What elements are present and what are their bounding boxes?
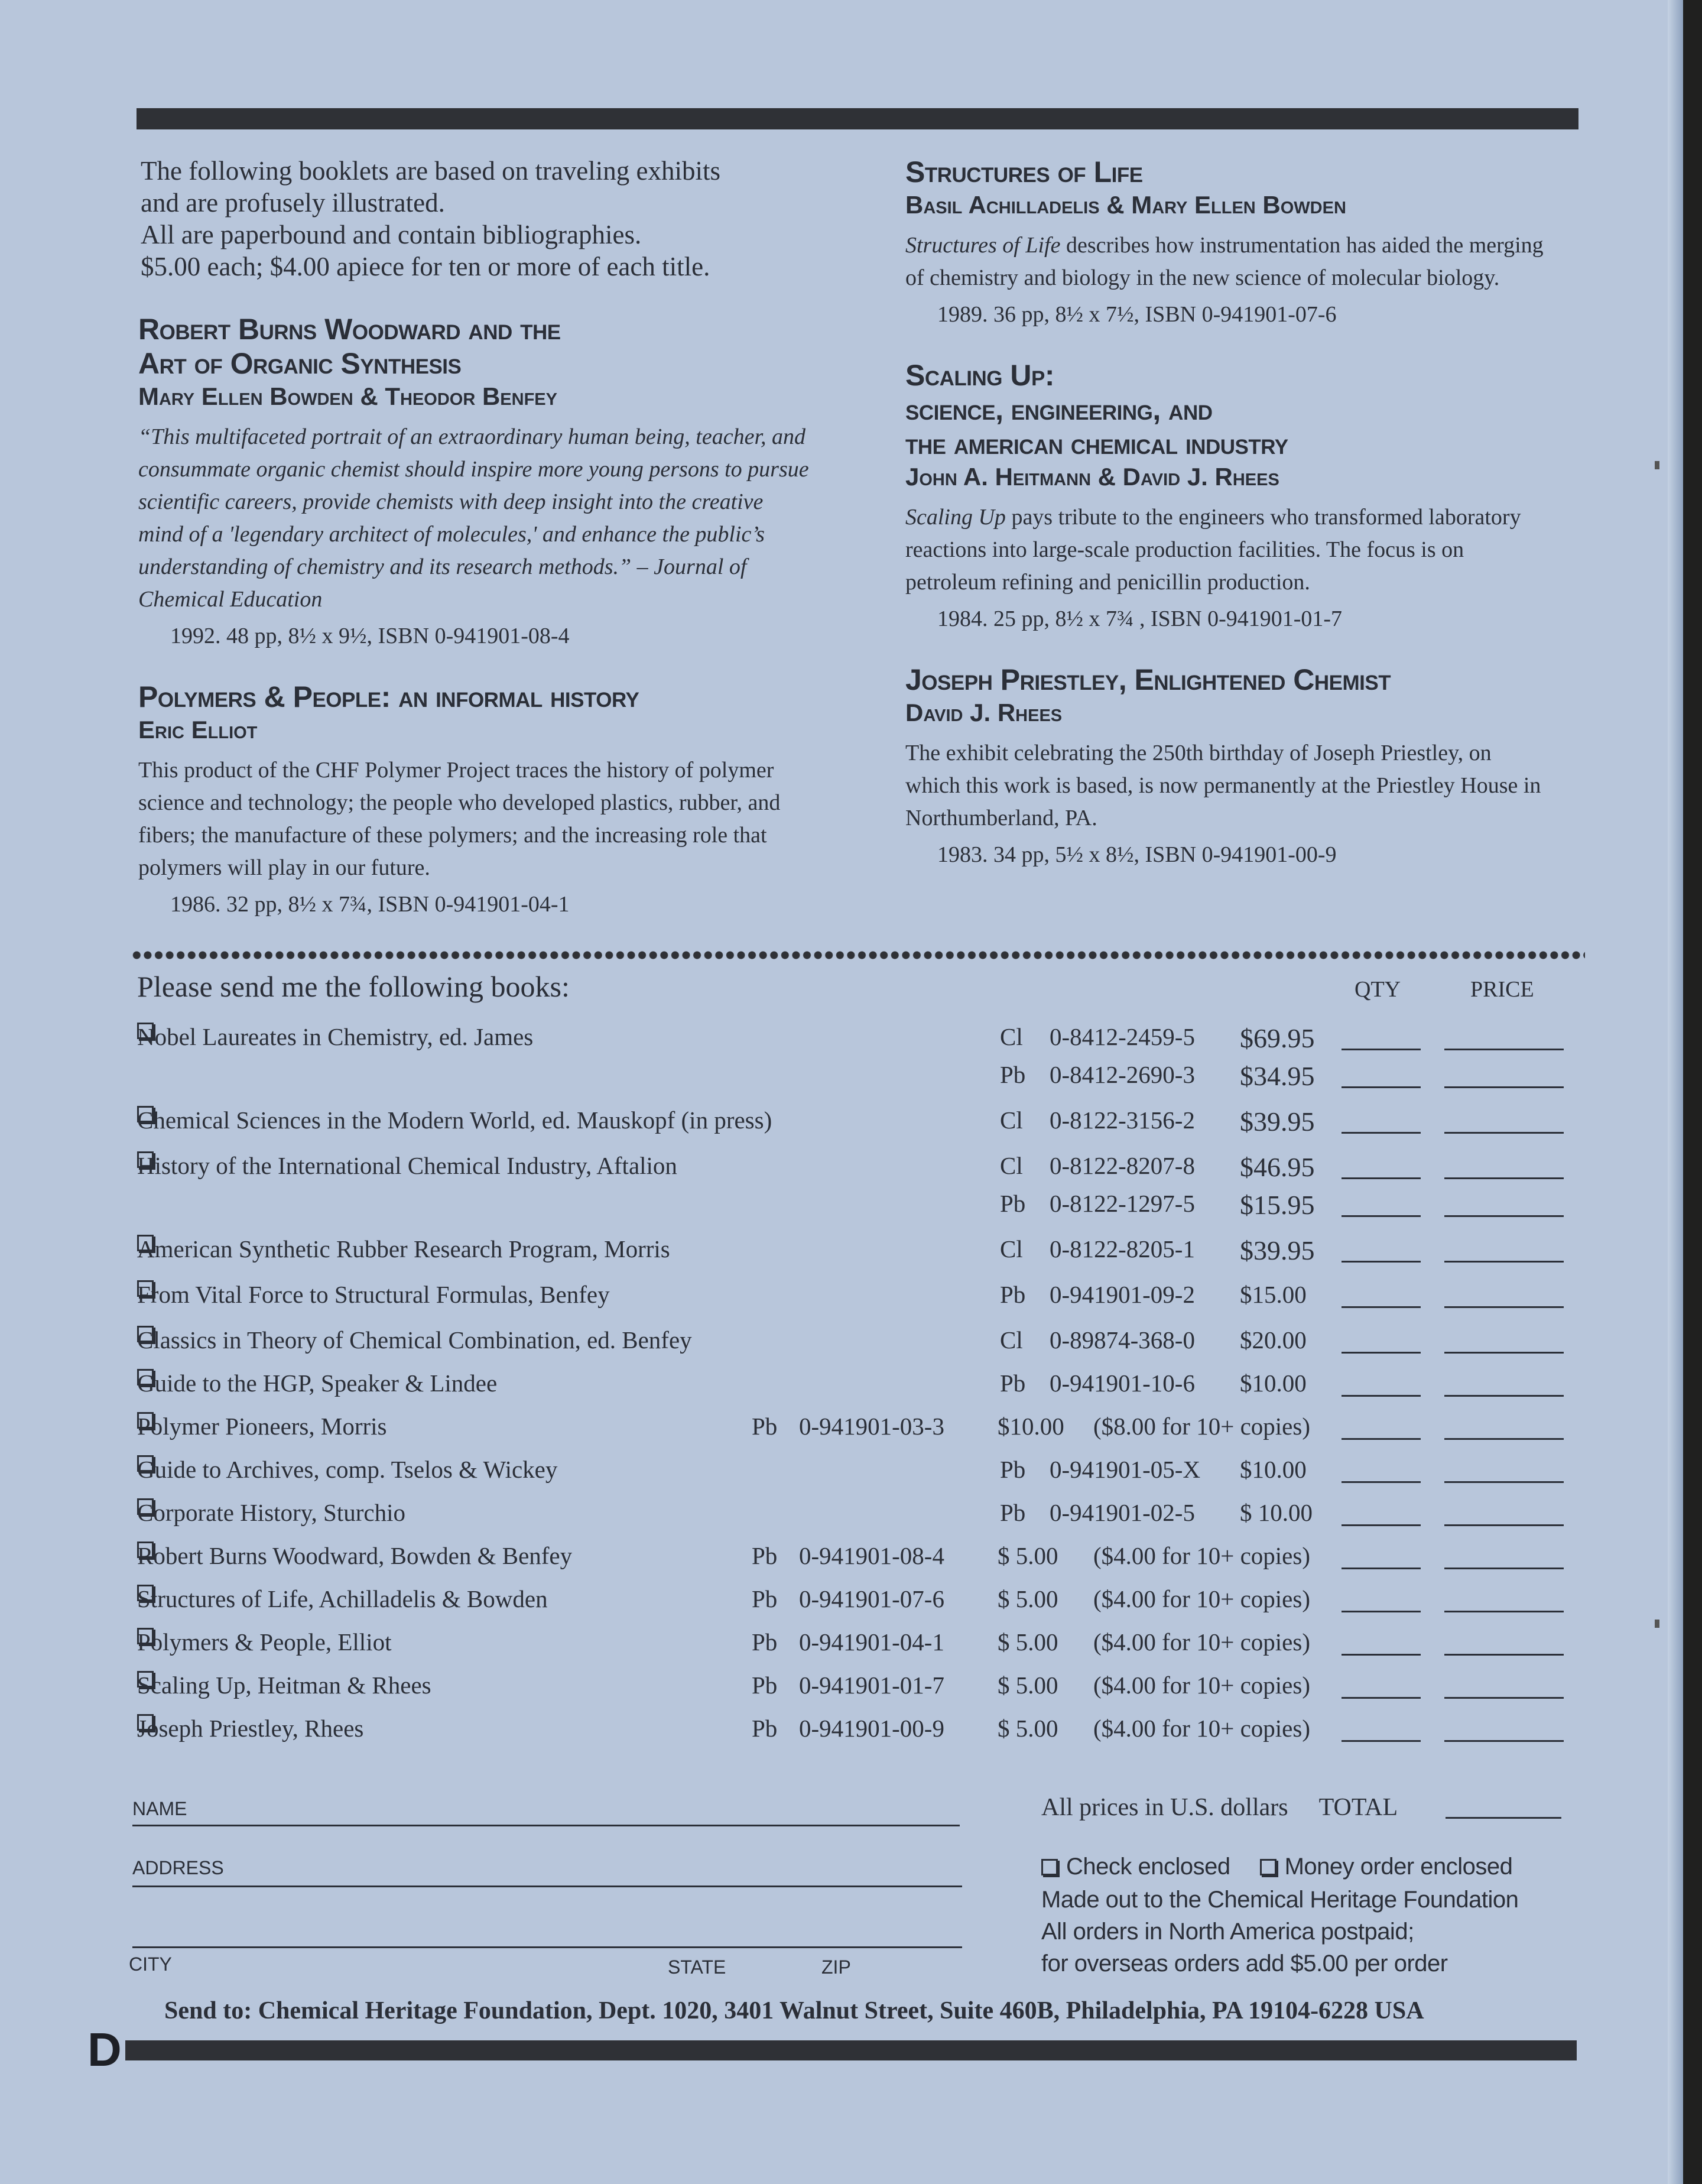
order-title-text: Chemical Sciences in the Modern World, ed. Mauskopf (in press) xyxy=(137,1106,772,1134)
name-field[interactable] xyxy=(132,1825,960,1826)
order-checkbox[interactable] xyxy=(137,1628,154,1644)
book-title: Structures of Life xyxy=(905,155,1143,189)
order-isbn: 0-89874-368-0 xyxy=(1050,1326,1195,1354)
order-row xyxy=(0,1542,1683,1577)
order-price: $ 5.00 xyxy=(998,1672,1058,1699)
order-row xyxy=(0,1369,1683,1404)
book-entry xyxy=(138,312,859,653)
order-binding: Cl xyxy=(1000,1023,1023,1050)
order-isbn: 0-941901-07-6 xyxy=(799,1585,944,1612)
book-author: David J. Rhees xyxy=(905,699,1063,726)
order-binding: Pb xyxy=(752,1715,778,1742)
order-row xyxy=(0,1628,1683,1663)
order-note: ($4.00 for 10+ copies) xyxy=(1093,1672,1310,1699)
price-blank[interactable] xyxy=(1444,1023,1564,1050)
order-isbn: 0-941901-05-X xyxy=(1050,1456,1201,1483)
price-blank[interactable] xyxy=(1444,1189,1564,1217)
order-title xyxy=(137,1671,431,1699)
book-entry xyxy=(138,680,859,921)
book-publication-info: 1992. 48 pp, 8½ x 9½, ISBN 0-941901-08-4 xyxy=(170,624,570,648)
order-price: $34.95 xyxy=(1240,1061,1315,1091)
order-note: ($4.00 for 10+ copies) xyxy=(1093,1628,1310,1656)
qty-blank[interactable] xyxy=(1342,1106,1421,1134)
price-blank[interactable] xyxy=(1444,1106,1564,1134)
qty-blank[interactable] xyxy=(1342,1235,1421,1263)
order-row xyxy=(0,1455,1683,1491)
order-price: $ 5.00 xyxy=(998,1585,1058,1612)
bottom-rule xyxy=(125,2040,1577,2060)
order-row xyxy=(0,1189,1683,1225)
book-title: science, engineering, and xyxy=(905,393,1213,426)
order-isbn: 0-8412-2459-5 xyxy=(1050,1023,1195,1050)
check-checkbox[interactable] xyxy=(1041,1859,1058,1875)
order-checkbox[interactable] xyxy=(137,1023,154,1039)
money-order-label: Money order enclosed xyxy=(1284,1854,1513,1880)
book-title: Scaling Up: xyxy=(905,359,1054,392)
name-label: NAME xyxy=(132,1798,187,1819)
qty-blank[interactable] xyxy=(1342,1189,1421,1217)
order-title-text: Guide to Archives, comp. Tselos & Wickey xyxy=(137,1456,558,1483)
order-row xyxy=(0,1106,1683,1141)
qty-blank[interactable] xyxy=(1342,1585,1421,1612)
qty-blank[interactable] xyxy=(1342,1151,1421,1179)
book-description-text: The exhibit celebrating the 250th birthday of Joseph Priestley, on which this work is based, is now permanently at the Priestley House in Northumberland, PA. xyxy=(905,741,1541,830)
price-blank[interactable] xyxy=(1444,1412,1564,1440)
order-binding: Cl xyxy=(1000,1152,1023,1179)
price-blank[interactable] xyxy=(1444,1498,1564,1526)
order-row xyxy=(0,1498,1683,1534)
edge-mark xyxy=(1655,461,1659,469)
books-right xyxy=(905,155,1603,871)
order-checkbox[interactable] xyxy=(137,1412,154,1429)
order-checkbox[interactable] xyxy=(137,1714,154,1731)
book-description xyxy=(905,501,1550,599)
price-blank[interactable] xyxy=(1444,1628,1564,1656)
order-checkbox[interactable] xyxy=(137,1671,154,1688)
send-to-address: Send to: Chemical Heritage Foundation, Dept. 1020, 3401 Walnut Street, Suite 460B, Philadelphia, PA 19104-6228 USA xyxy=(164,1997,1424,2024)
book-publication-info: 1986. 32 pp, 8½ x 7¾, ISBN 0-941901-04-1 xyxy=(170,892,570,917)
order-isbn: 0-941901-02-5 xyxy=(1050,1499,1195,1526)
left-column xyxy=(138,155,859,948)
qty-blank[interactable] xyxy=(1342,1060,1421,1088)
order-title-text: Robert Burns Woodward, Bowden & Benfey xyxy=(137,1542,573,1569)
order-title-text: Polymers & People, Elliot xyxy=(137,1628,392,1656)
order-checkbox[interactable] xyxy=(137,1106,154,1122)
qty-blank[interactable] xyxy=(1342,1023,1421,1050)
book-title: the american chemical industry xyxy=(905,427,1288,460)
order-price: $10.00 xyxy=(998,1413,1064,1440)
qty-blank[interactable] xyxy=(1342,1671,1421,1699)
book-description xyxy=(905,737,1550,835)
qty-header: QTY xyxy=(1355,977,1401,1002)
order-title-text: Nobel Laureates in Chemistry, ed. James xyxy=(137,1023,534,1050)
order-price: $15.00 xyxy=(1240,1281,1307,1308)
order-row xyxy=(0,1714,1683,1750)
order-isbn: 0-941901-01-7 xyxy=(799,1672,944,1699)
order-title-text: Scaling Up, Heitman & Rhees xyxy=(137,1672,431,1699)
qty-blank[interactable] xyxy=(1342,1455,1421,1483)
order-price: $20.00 xyxy=(1240,1326,1307,1354)
order-title xyxy=(137,1280,610,1309)
qty-blank[interactable] xyxy=(1342,1542,1421,1569)
order-isbn: 0-8122-8205-1 xyxy=(1050,1235,1195,1263)
order-price: $10.00 xyxy=(1240,1370,1307,1397)
order-binding: Pb xyxy=(752,1542,778,1569)
price-blank[interactable] xyxy=(1444,1060,1564,1088)
books-left xyxy=(138,312,859,921)
order-binding: Cl xyxy=(1000,1326,1023,1354)
qty-blank[interactable] xyxy=(1342,1714,1421,1742)
total-blank[interactable] xyxy=(1446,1791,1561,1819)
right-column xyxy=(905,155,1603,898)
order-title xyxy=(137,1235,670,1263)
intro-line: and are profusely illustrated. xyxy=(141,188,445,218)
order-row xyxy=(0,1280,1683,1316)
price-blank[interactable] xyxy=(1444,1714,1564,1742)
order-checkbox[interactable] xyxy=(137,1151,154,1168)
order-row xyxy=(0,1585,1683,1620)
order-checkbox[interactable] xyxy=(137,1369,154,1385)
book-description-title: Structures of Life xyxy=(905,233,1061,258)
order-title-text: Structures of Life, Achilladelis & Bowden xyxy=(137,1585,548,1612)
price-blank[interactable] xyxy=(1444,1455,1564,1483)
order-row xyxy=(0,1412,1683,1448)
book-description-title: Scaling Up xyxy=(905,505,1006,530)
book-description xyxy=(905,229,1550,294)
order-note: ($4.00 for 10+ copies) xyxy=(1093,1585,1310,1612)
price-blank[interactable] xyxy=(1444,1235,1564,1263)
price-blank[interactable] xyxy=(1444,1542,1564,1569)
order-isbn: 0-8122-3156-2 xyxy=(1050,1106,1195,1134)
order-title xyxy=(137,1498,405,1527)
order-isbn: 0-941901-08-4 xyxy=(799,1542,944,1569)
order-price: $39.95 xyxy=(1240,1106,1315,1137)
order-checkbox[interactable] xyxy=(137,1542,154,1558)
order-binding: Cl xyxy=(1000,1235,1023,1263)
order-title xyxy=(137,1714,363,1742)
book-title: Joseph Priestley, Enlightened Chemist xyxy=(905,663,1391,696)
qty-blank[interactable] xyxy=(1342,1628,1421,1656)
order-title xyxy=(137,1585,548,1613)
book-author: Basil Achilladelis & Mary Ellen Bowden xyxy=(905,191,1346,219)
book-title: Robert Burns Woodward and the xyxy=(138,313,561,346)
order-binding: Pb xyxy=(752,1413,778,1440)
city-label: CITY xyxy=(129,1953,172,1975)
order-binding: Pb xyxy=(1000,1281,1026,1308)
book-publication-info: 1984. 25 pp, 8½ x 7¾ , ISBN 0-941901-01-7 xyxy=(937,606,1343,631)
order-isbn: 0-941901-00-9 xyxy=(799,1715,944,1742)
order-title xyxy=(137,1455,557,1484)
intro-text xyxy=(141,155,859,283)
order-checkbox[interactable] xyxy=(137,1235,154,1251)
order-price: $39.95 xyxy=(1240,1235,1315,1265)
order-title-text: Classics in Theory of Chemical Combination, ed. Benfey xyxy=(137,1326,692,1354)
order-checkbox[interactable] xyxy=(137,1498,154,1515)
book-entry xyxy=(905,358,1603,635)
total-label: TOTAL xyxy=(1318,1794,1398,1821)
order-price: $10.00 xyxy=(1240,1456,1307,1483)
order-binding: Pb xyxy=(752,1585,778,1612)
book-entry xyxy=(905,663,1603,871)
dotted-divider xyxy=(131,949,1585,961)
book-author: Eric Elliot xyxy=(138,716,258,744)
made-out-text: Made out to the Chemical Heritage Foundation xyxy=(1041,1887,1519,1913)
page-letter: D xyxy=(87,2023,122,2076)
order-binding: Pb xyxy=(1000,1190,1026,1217)
order-title xyxy=(137,1151,677,1180)
order-row xyxy=(0,1235,1683,1270)
order-title-text: History of the International Chemical Industry, Aftalion xyxy=(137,1152,677,1179)
order-note: ($8.00 for 10+ copies) xyxy=(1093,1413,1310,1440)
book-title: Art of Organic Synthesis xyxy=(138,347,462,380)
book-publication-info: 1989. 36 pp, 8½ x 7½, ISBN 0-941901-07-6 xyxy=(937,302,1337,327)
book-title: Polymers & People: an informal history xyxy=(138,680,639,713)
order-title-text: From Vital Force to Structural Formulas, Benfey xyxy=(137,1281,610,1308)
order-price: $ 5.00 xyxy=(998,1542,1058,1569)
order-title-text: Joseph Priestley, Rhees xyxy=(137,1715,364,1742)
book-entry xyxy=(905,155,1603,331)
order-title xyxy=(137,1023,533,1051)
order-title xyxy=(137,1628,391,1656)
book-description-text: pays tribute to the engineers who transformed laboratory reactions into large-scale production facilities. The focus is on petroleum refining and penicillin production. xyxy=(905,505,1521,595)
order-note: ($4.00 for 10+ copies) xyxy=(1093,1542,1310,1569)
edge-mark xyxy=(1655,1620,1659,1628)
intro-line: The following booklets are based on traveling exhibits xyxy=(141,156,721,186)
book-author: Mary Ellen Bowden & Theodor Benfey xyxy=(138,382,557,410)
qty-blank[interactable] xyxy=(1342,1326,1421,1354)
prices-note: All prices in U.S. dollars xyxy=(1041,1794,1288,1821)
order-isbn: 0-8412-2690-3 xyxy=(1050,1061,1195,1088)
order-isbn: 0-941901-03-3 xyxy=(799,1413,944,1440)
order-checkbox[interactable] xyxy=(137,1585,154,1601)
order-isbn: 0-941901-10-6 xyxy=(1050,1370,1195,1397)
order-isbn: 0-8122-8207-8 xyxy=(1050,1152,1195,1179)
price-blank[interactable] xyxy=(1444,1585,1564,1612)
order-price: $ 5.00 xyxy=(998,1715,1058,1742)
order-binding: Pb xyxy=(1000,1499,1026,1526)
order-binding: Cl xyxy=(1000,1106,1023,1134)
payment-options xyxy=(1041,1850,1512,1883)
order-row xyxy=(0,1023,1683,1058)
order-price: $15.95 xyxy=(1240,1190,1315,1220)
address-label: ADDRESS xyxy=(132,1857,224,1878)
order-note: ($4.00 for 10+ copies) xyxy=(1093,1715,1310,1742)
order-title-text: Polymer Pioneers, Morris xyxy=(137,1413,387,1440)
order-row xyxy=(0,1671,1683,1706)
address-field[interactable] xyxy=(132,1886,962,1887)
order-binding: Pb xyxy=(752,1628,778,1656)
order-checkbox[interactable] xyxy=(137,1455,154,1472)
price-blank[interactable] xyxy=(1444,1369,1564,1397)
city-state-zip-field[interactable] xyxy=(132,1946,962,1948)
order-checkbox[interactable] xyxy=(137,1280,154,1297)
order-isbn: 0-941901-04-1 xyxy=(799,1628,944,1656)
book-description xyxy=(138,754,812,884)
order-price: $ 10.00 xyxy=(1240,1499,1313,1526)
order-title-text: Guide to the HGP, Speaker & Lindee xyxy=(137,1370,498,1397)
order-price: $ 5.00 xyxy=(998,1628,1058,1656)
price-blank[interactable] xyxy=(1444,1671,1564,1699)
intro-line: $5.00 each; $4.00 apiece for ten or more of each title. xyxy=(141,252,710,281)
qty-blank[interactable] xyxy=(1342,1369,1421,1397)
price-blank[interactable] xyxy=(1444,1151,1564,1179)
price-header: PRICE xyxy=(1470,977,1534,1002)
book-description-text: “This multifaceted portrait of an extraordinary human being, teacher, and consummate organic chemist should inspire more young persons to pursue scientific careers, provide chemists with deep insight into the creative mind of a 'legendary architect of molecules,' and enhance the public’s understanding of chemistry and its research methods.” – Journal of Chemical Education xyxy=(138,424,809,612)
prices-note-row xyxy=(1041,1791,1398,1824)
postpaid-text: All orders in North America postpaid; xyxy=(1041,1919,1414,1945)
order-binding: Pb xyxy=(1000,1370,1026,1397)
book-author: John A. Heitmann & David J. Rhees xyxy=(905,463,1279,491)
qty-blank[interactable] xyxy=(1342,1498,1421,1526)
qty-blank[interactable] xyxy=(1342,1412,1421,1440)
book-publication-info: 1983. 34 pp, 5½ x 8½, ISBN 0-941901-00-9 xyxy=(937,842,1337,867)
order-row xyxy=(0,1326,1683,1361)
order-title-text: Corporate History, Sturchio xyxy=(137,1499,405,1526)
top-rule xyxy=(137,108,1578,129)
state-label: STATE xyxy=(668,1956,726,1978)
order-price: $69.95 xyxy=(1240,1023,1315,1053)
order-title-text: American Synthetic Rubber Research Program, Morris xyxy=(137,1235,670,1263)
order-binding: Pb xyxy=(1000,1061,1026,1088)
price-blank[interactable] xyxy=(1444,1280,1564,1308)
order-isbn: 0-8122-1297-5 xyxy=(1050,1190,1195,1217)
qty-blank[interactable] xyxy=(1342,1280,1421,1308)
book-description-text: This product of the CHF Polymer Project traces the history of polymer science and technology; the people who developed plastics, rubber, and fibers; the manufacture of these polymers; and the increasing role that polymers will play in our future. xyxy=(138,758,781,880)
price-blank[interactable] xyxy=(1444,1326,1564,1354)
check-enclosed-label: Check enclosed xyxy=(1066,1854,1230,1880)
order-isbn: 0-941901-09-2 xyxy=(1050,1281,1195,1308)
order-title xyxy=(137,1542,572,1570)
book-description-text: describes how instrumentation has aided the merging of chemistry and biology in the new science of molecular biology. xyxy=(905,233,1544,290)
order-title xyxy=(137,1412,387,1440)
order-title xyxy=(137,1326,692,1354)
order-row xyxy=(0,1060,1683,1096)
order-heading: Please send me the following books: xyxy=(137,970,570,1003)
money-order-checkbox[interactable] xyxy=(1260,1859,1276,1875)
zip-label: ZIP xyxy=(821,1956,851,1978)
order-checkbox[interactable] xyxy=(137,1326,154,1342)
order-title xyxy=(137,1106,772,1134)
overseas-text: for overseas orders add $5.00 per order xyxy=(1041,1951,1448,1977)
intro-line: All are paperbound and contain bibliographies. xyxy=(141,220,642,249)
order-binding: Pb xyxy=(1000,1456,1026,1483)
order-row xyxy=(0,1151,1683,1187)
book-description xyxy=(138,421,812,616)
order-title xyxy=(137,1369,497,1397)
order-price: $46.95 xyxy=(1240,1152,1315,1182)
order-binding: Pb xyxy=(752,1672,778,1699)
